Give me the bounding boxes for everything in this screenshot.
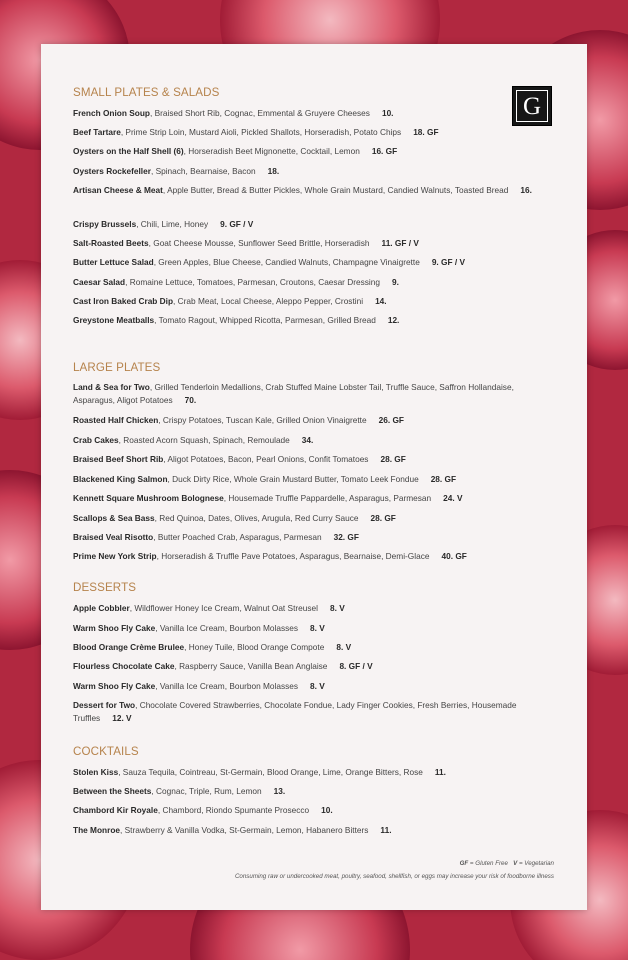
menu-item: Blood Orange Crème Brulee, Honey Tuile, Blood Orange Compote 8. V (73, 642, 352, 652)
section-title-desserts: DESSERTS (73, 581, 137, 594)
menu-item: Cast Iron Baked Crab Dip, Crab Meat, Local Cheese, Aleppo Pepper, Crostini 14. (73, 296, 387, 306)
menu-item: Crispy Brussels, Chili, Lime, Honey 9. GF / V (73, 219, 254, 229)
menu-item: Dessert for Two, Chocolate Covered Strawberries, Chocolate Fondue, Lady Finger Cookies, Fresh Berries, Housemade Truffles 12. V (73, 700, 517, 724)
diet-legend: GF = Gluten Free V = Vegetarian (459, 860, 554, 867)
menu-item: Land & Sea for Two, Grilled Tenderloin Medallions, Crab Stuffed Maine Lobster Tail, Truffle Sauce, Saffron Hollandaise, Asparagus, Aligot Potatoes 70. (73, 382, 514, 406)
menu-item: Stolen Kiss, Sauza Tequila, Cointreau, St-Germain, Blood Orange, Lime, Orange Bitters, Rose 11. (73, 767, 446, 777)
menu-item: Caesar Salad, Romaine Lettuce, Tomatoes, Parmesan, Croutons, Caesar Dressing 9. (73, 277, 399, 287)
menu-item: Apple Cobbler, Wildflower Honey Ice Cream, Walnut Oat Streusel 8. V (73, 603, 345, 613)
menu-item: Flourless Chocolate Cake, Raspberry Sauce, Vanilla Bean Anglaise 8. GF / V (73, 661, 373, 671)
menu-item: Greystone Meatballs, Tomato Ragout, Whipped Ricotta, Parmesan, Grilled Bread 12. (73, 315, 400, 325)
menu-item: Chambord Kir Royale, Chambord, Riondo Spumante Prosecco 10. (73, 805, 333, 815)
menu-item: Blackened King Salmon, Duck Dirty Rice, Whole Grain Mustard Butter, Tomato Leek Fondue 28. GF (73, 474, 457, 484)
section-title-large-plates: LARGE PLATES (73, 361, 161, 374)
logo-letter: G (516, 90, 548, 122)
menu-item: Warm Shoo Fly Cake, Vanilla Ice Cream, Bourbon Molasses 8. V (73, 681, 325, 691)
menu-item: The Monroe, Strawberry & Vanilla Vodka, St-Germain, Lemon, Habanero Bitters 11. (73, 825, 392, 835)
menu-item: Scallops & Sea Bass, Red Quinoa, Dates, Olives, Arugula, Red Curry Sauce 28. GF (73, 513, 396, 523)
menu-item: Butter Lettuce Salad, Green Apples, Blue Cheese, Candied Walnuts, Champagne Vinaigrette 9. GF / V (73, 257, 466, 267)
menu-item: Braised Veal Risotto, Butter Poached Crab, Asparagus, Parmesan 32. GF (73, 532, 359, 542)
menu-item: Roasted Half Chicken, Crispy Potatoes, Tuscan Kale, Grilled Onion Vinaigrette 26. GF (73, 415, 404, 425)
menu-item: Oysters Rockefeller, Spinach, Bearnaise, Bacon 18. (73, 166, 280, 176)
menu-item: French Onion Soup, Braised Short Rib, Cognac, Emmental & Gruyere Cheeses 10. (73, 108, 394, 118)
menu-item: Prime New York Strip, Horseradish & Truffle Pave Potatoes, Asparagus, Bearnaise, Demi-Glace 40. GF (73, 551, 467, 561)
menu-item: Salt-Roasted Beets, Goat Cheese Mousse, Sunflower Seed Brittle, Horseradish 11. GF / V (73, 238, 419, 248)
menu-item: Crab Cakes, Roasted Acorn Squash, Spinach, Remoulade 34. (73, 435, 314, 445)
menu-item: Artisan Cheese & Meat, Apple Butter, Bread & Butter Pickles, Whole Grain Mustard, Candied Walnuts, Toasted Bread 16. (73, 185, 532, 195)
section-title-cocktails: COCKTAILS (73, 745, 139, 758)
menu-item: Braised Beef Short Rib, Aligot Potatoes, Bacon, Pearl Onions, Confit Tomatoes 28. GF (73, 454, 406, 464)
menu-item: Between the Sheets, Cognac, Triple, Rum, Lemon 13. (73, 786, 286, 796)
section-title-small-plates: SMALL PLATES & SALADS (73, 86, 220, 99)
menu-item: Warm Shoo Fly Cake, Vanilla Ice Cream, Bourbon Molasses 8. V (73, 623, 325, 633)
menu-item: Beef Tartare, Prime Strip Loin, Mustard Aioli, Pickled Shallots, Horseradish, Potato Chips 18. GF (73, 127, 439, 137)
food-safety-warning: Consuming raw or undercooked meat, poultry, seafood, shellfish, or eggs may increase your risk of foodborne illness (234, 873, 554, 880)
menu-item: Kennett Square Mushroom Bolognese, Housemade Truffle Pappardelle, Asparagus, Parmesan 24. V (73, 493, 463, 503)
menu-item: Oysters on the Half Shell (6), Horseradish Beet Mignonette, Cocktail, Lemon 16. GF (73, 146, 398, 156)
